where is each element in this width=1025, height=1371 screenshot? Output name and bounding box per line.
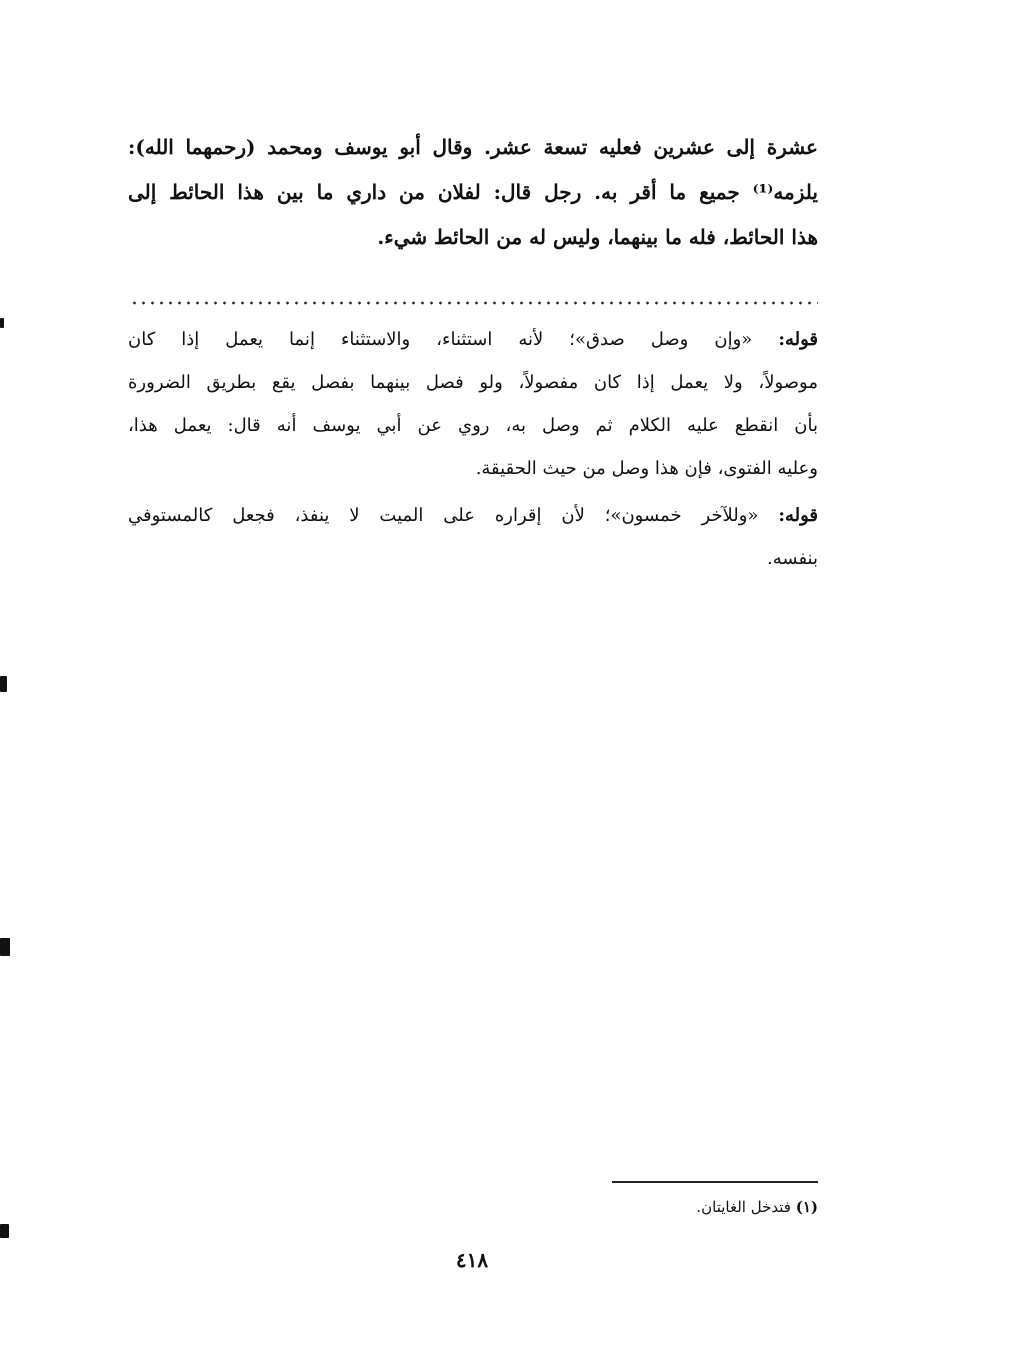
page-number: ٤١٨ xyxy=(455,1248,489,1272)
scan-edge-mark xyxy=(0,938,10,956)
commentary-p2-line-2: بنفسه. xyxy=(767,548,818,569)
commentary-p2-line-1-text: «وللآخر خمسون»؛ لأن إقراره على الميت لا ينفذ، فجعل كالمستوفي xyxy=(128,505,759,526)
scan-edge-mark xyxy=(0,1224,9,1238)
footnote-rule xyxy=(612,1181,818,1183)
main-text-line-3: هذا الحائط، فله ما بينهما، وليس له من الحائط شيء. xyxy=(377,225,818,249)
commentary-p1-line-1-text: «وإن وصل صدق»؛ لأنه استثناء، والاستثناء إنما يعمل إذا كان xyxy=(128,329,753,350)
commentary-p1-lead: قوله: xyxy=(778,329,818,350)
commentary-p1-line-3: بأن انقطع عليه الكلام ثم وصل به، روي عن أبي يوسف أنه قال: يعمل هذا، xyxy=(128,415,818,436)
main-text-line-1: عشرة إلى عشرين فعليه تسعة عشر. وقال أبو يوسف ومحمد (رحمهما الله): xyxy=(128,135,818,159)
commentary-p2-line-1 xyxy=(128,494,818,537)
footnote xyxy=(560,1196,818,1218)
dotted-divider xyxy=(130,298,818,308)
commentary-block xyxy=(128,318,818,580)
scan-edge-mark xyxy=(0,318,4,328)
footnote-marker: (١) xyxy=(795,1198,818,1216)
commentary-paragraph-1 xyxy=(128,318,818,490)
commentary-paragraph-2 xyxy=(128,494,818,580)
main-text-block xyxy=(128,125,818,260)
commentary-p1-line-4: وعليه الفتوى، فإن هذا وصل من حيث الحقيقة. xyxy=(475,458,818,479)
commentary-p2-lead: قوله: xyxy=(778,505,818,526)
footnote-text: فتدخل الغايتان. xyxy=(696,1198,791,1216)
main-text-line-2: يلزمه⁽¹⁾ جميع ما أقر به. رجل قال: لفلان من داري ما بين هذا الحائط إلى xyxy=(128,180,818,204)
scan-edge-mark xyxy=(0,676,7,692)
commentary-p1-line-1 xyxy=(128,318,818,361)
commentary-p1-line-2: موصولاً، ولا يعمل إذا كان مفصولاً، ولو فصل بينهما بفصل يقع بطريق الضرورة xyxy=(128,372,818,393)
